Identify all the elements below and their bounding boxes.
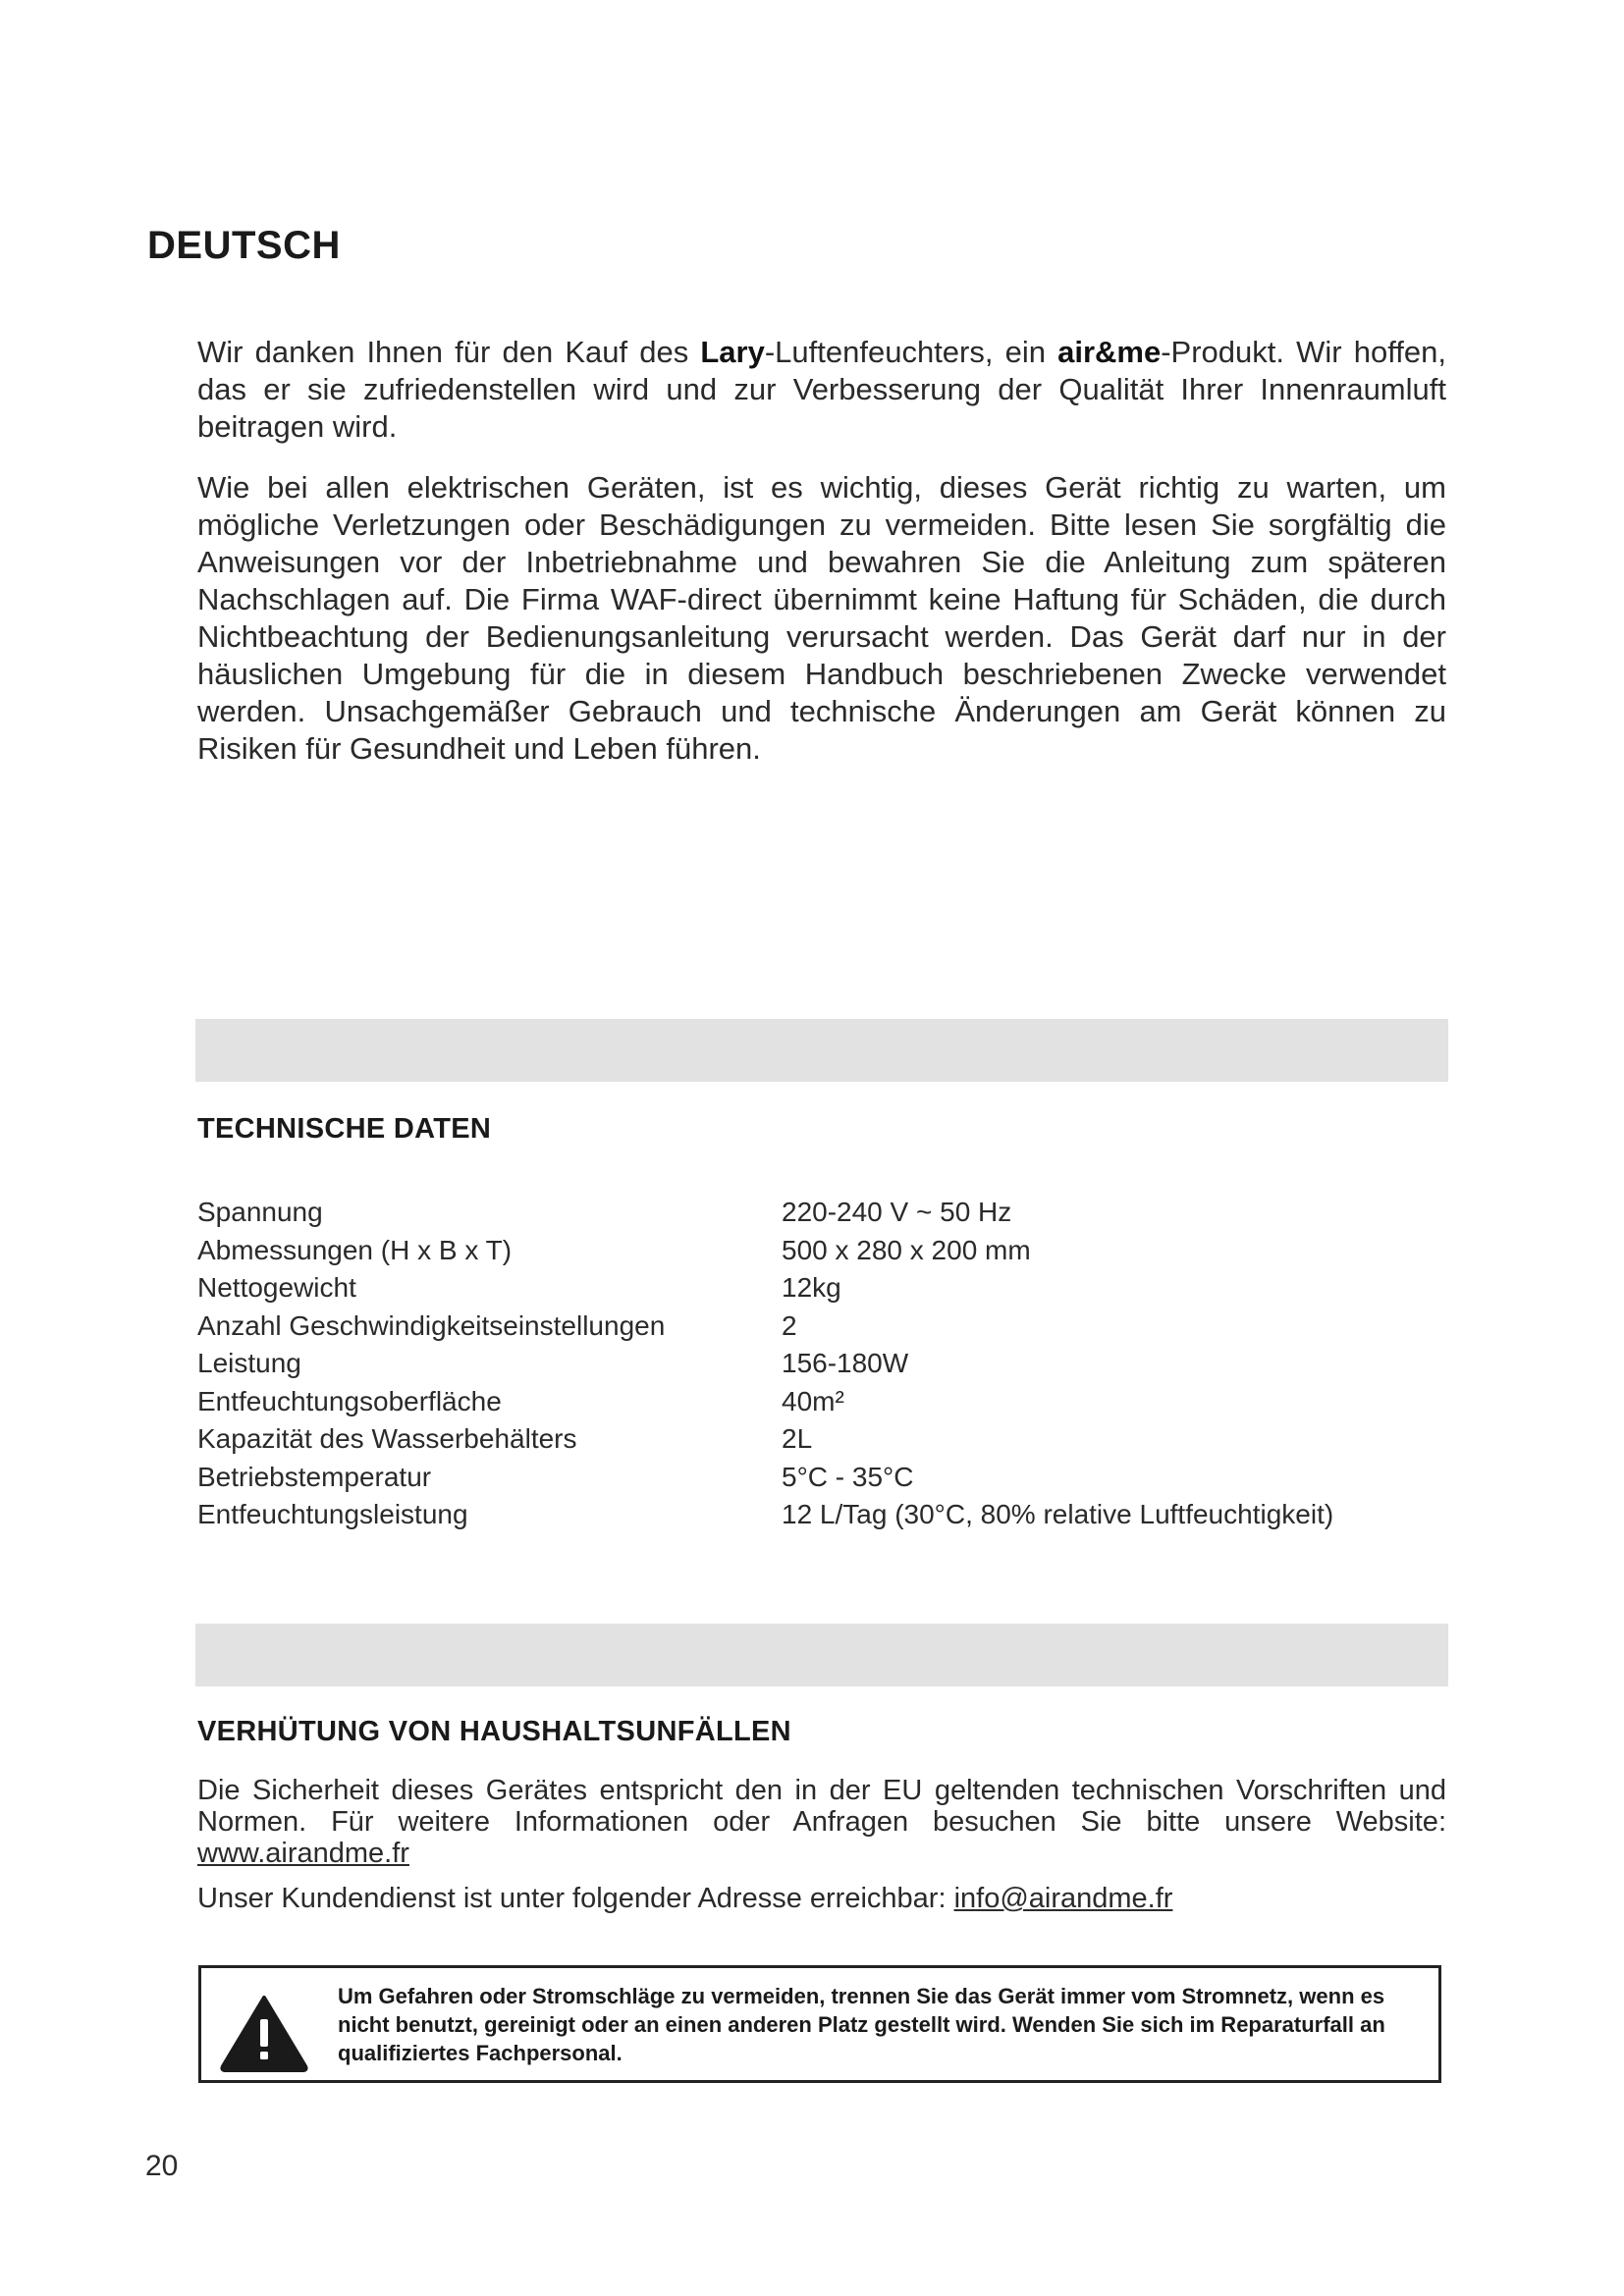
intro-text-mid: -Luftenfeuchters, ein xyxy=(764,335,1058,369)
spec-row xyxy=(197,1194,1446,1232)
spec-label: Entfeuchtungsleistung xyxy=(197,1499,468,1530)
tech-data-title: TECHNISCHE DATEN xyxy=(197,1113,492,1145)
spec-value: 40m² xyxy=(782,1385,844,1416)
product-name: Lary xyxy=(700,335,765,369)
warning-text: Um Gefahren oder Stromschläge zu vermeiden, trennen Sie das Gerät immer vom Stromnetz, wenn es nicht benutzt, gereinigt oder an einen anderen Platz gestellt wird. Wenden Sie sich im Reparaturfall an qualifiziertes Fachpersonal. xyxy=(338,1984,1385,2065)
safety-text: Die Sicherheit dieses Gerätes entspricht den in der EU geltenden technischen Vorschriften und Normen. Für weitere Informationen oder Anfragen besuchen Sie bitte unsere Website: xyxy=(197,1775,1446,1838)
spec-label: Betriebstemperatur xyxy=(197,1461,432,1492)
page-number: 20 xyxy=(145,2150,179,2182)
intro-text-end: -Produkt. Wir hoffen, das er sie zufriedenstellen wird und zur Verbesserung der Qualität Ihrer Innenraumluft beitragen wird. xyxy=(197,335,1446,444)
support-text: Unser Kundendienst ist unter folgender Adresse erreichbar: xyxy=(197,1883,954,1914)
intro-paragraph-2: Wie bei allen elektrischen Geräten, ist es wichtig, dieses Gerät richtig zu warten, um mögliche Verletzungen oder Beschädigungen zu vermeiden. Bitte lesen Sie sorgfältig die Anweisungen vor der Inbetriebnahme und bewahren Sie die Anleitung zum späteren Nachschlagen auf. Die Firma WAF-direct übernimmt keine Haftung für Schäden, die durch Nichtbeachtung der Bedienungsanleitung verursacht werden. Das Gerät darf nur in der häuslichen Umgebung für die in diesem Handbuch beschriebenen Zwecke verwendet werden. Unsachgemäßer Gebrauch und technische Änderungen am Gerät können zu Risiken für Gesundheit und Leben führen. xyxy=(197,470,1446,766)
spec-label: Anzahl Geschwindigkeitseinstellungen xyxy=(197,1309,666,1341)
website-link[interactable]: www.airandme.fr xyxy=(197,1838,409,1869)
spec-row xyxy=(197,1232,1446,1270)
spec-value: 12 L/Tag (30°C, 80% relative Luftfeuchtigkeit) xyxy=(782,1499,1334,1530)
section-divider-band xyxy=(195,1624,1448,1686)
spec-value: 156-180W xyxy=(782,1348,909,1379)
spec-row xyxy=(197,1308,1446,1346)
spec-value: 2L xyxy=(782,1423,813,1455)
safety-title: VERHÜTUNG VON HAUSHALTSUNFÄLLEN xyxy=(197,1716,791,1747)
spec-value: 2 xyxy=(782,1309,797,1341)
safety-paragraph xyxy=(197,1775,1446,1869)
spec-label: Entfeuchtungsoberfläche xyxy=(197,1385,502,1416)
warning-box xyxy=(198,1965,1441,2083)
spec-label: Spannung xyxy=(197,1197,323,1228)
support-paragraph xyxy=(197,1883,1446,1914)
brand-name: air&me xyxy=(1057,335,1162,369)
support-email-link[interactable]: info@airandme.fr xyxy=(953,1883,1173,1914)
spec-label: Leistung xyxy=(197,1348,301,1379)
section-divider-band xyxy=(195,1019,1448,1082)
spec-value: 12kg xyxy=(782,1272,841,1304)
spec-row xyxy=(197,1496,1446,1534)
spec-row xyxy=(197,1383,1446,1421)
spec-label: Abmessungen (H x B x T) xyxy=(197,1234,513,1265)
warning-triangle-icon xyxy=(219,1994,309,2072)
spec-row xyxy=(197,1420,1446,1459)
spec-row xyxy=(197,1459,1446,1497)
spec-label: Nettogewicht xyxy=(197,1272,356,1304)
spec-value: 500 x 280 x 200 mm xyxy=(782,1234,1031,1265)
language-title: DEUTSCH xyxy=(147,224,341,267)
spec-row xyxy=(197,1345,1446,1383)
intro-section xyxy=(197,334,1446,791)
spec-label: Kapazität des Wasserbehälters xyxy=(197,1423,577,1455)
spec-value: 5°C - 35°C xyxy=(782,1461,914,1492)
spec-row xyxy=(197,1269,1446,1308)
intro-text-start: Wir danken Ihnen für den Kauf des xyxy=(197,335,701,369)
tech-data-table xyxy=(197,1194,1446,1534)
intro-paragraph-1 xyxy=(197,334,1446,446)
spec-value: 220-240 V ~ 50 Hz xyxy=(782,1197,1012,1228)
safety-section xyxy=(197,1775,1446,1928)
